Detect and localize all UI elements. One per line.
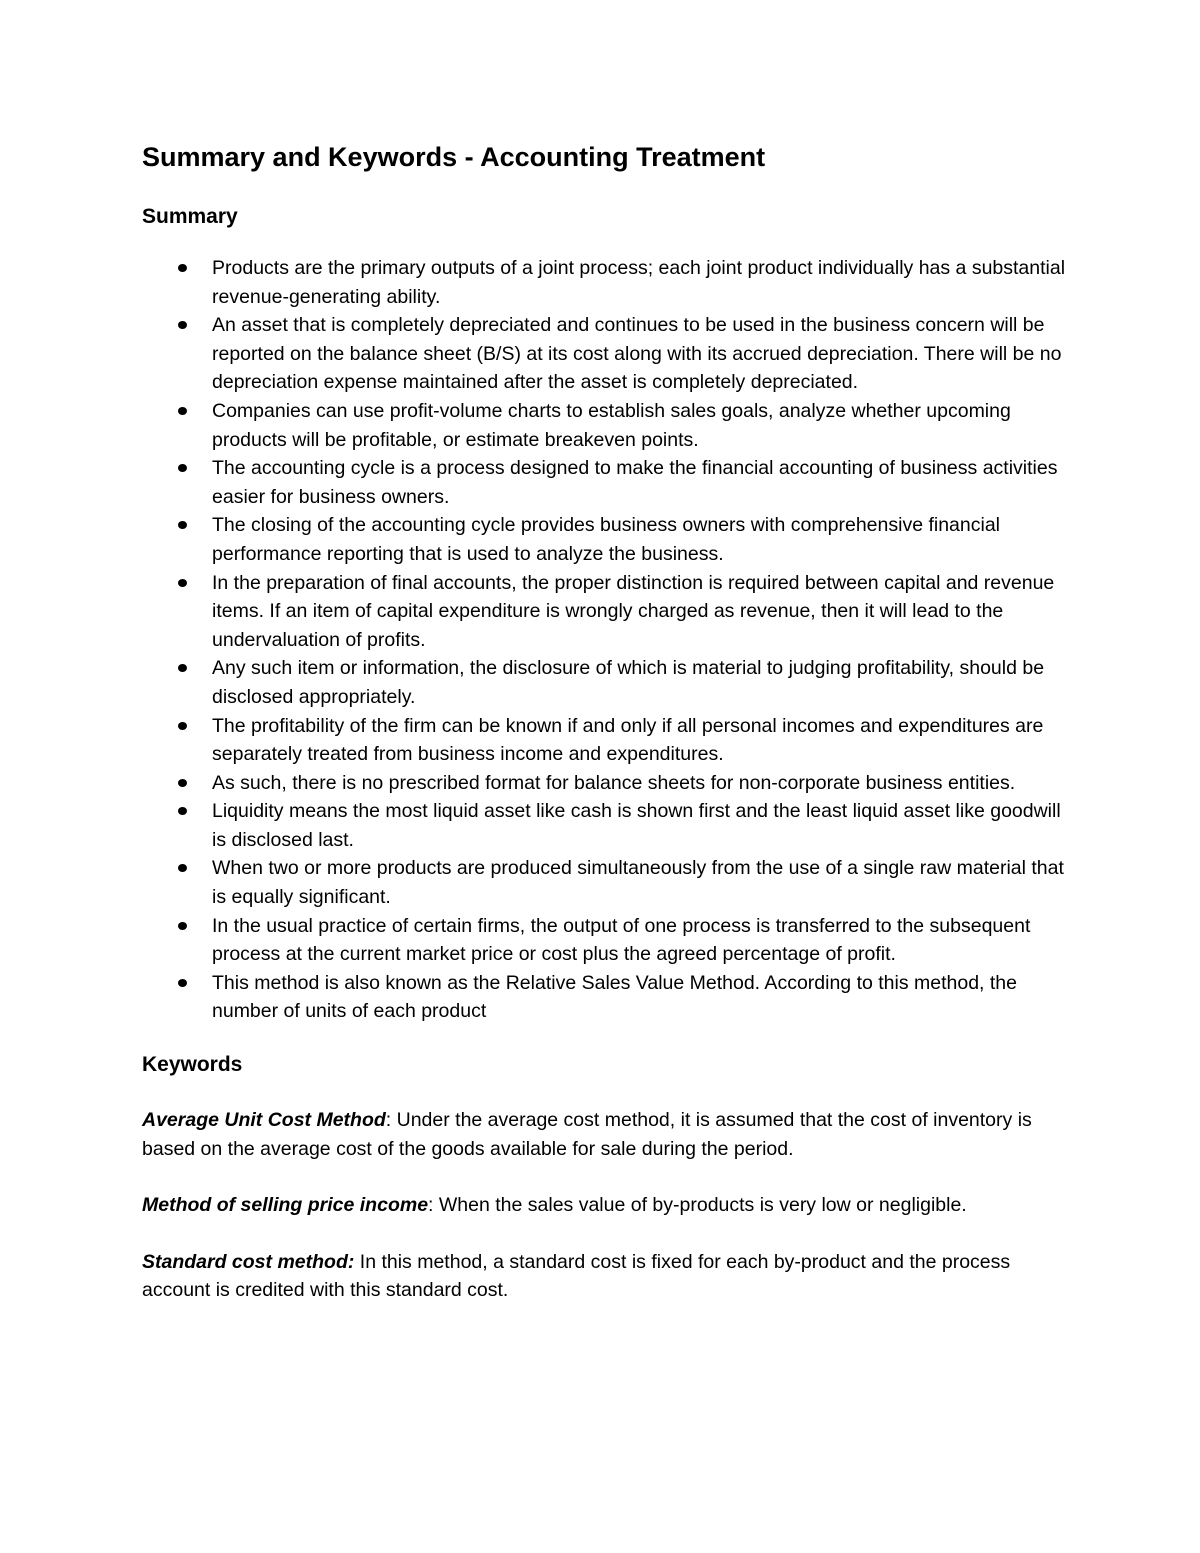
list-item bbox=[212, 712, 1067, 769]
bullet-icon bbox=[178, 321, 187, 329]
document-page bbox=[142, 138, 1067, 1333]
list-item-text: This method is also known as the Relative Sales Value Method. According to this method, the number of units of each product bbox=[212, 971, 1017, 1023]
list-item-text: In the usual practice of certain firms, the output of one process is transferred to the subsequent process at the current market price or cost plus the agreed percentage of profit. bbox=[212, 914, 1031, 966]
keyword-definition: : Under the average cost method, it is assumed that the cost of inventory is based on the average cost of the goods available for sale during the period. bbox=[142, 1109, 1032, 1160]
bullet-icon bbox=[178, 979, 187, 987]
keywords-heading: Keywords bbox=[142, 1053, 243, 1077]
list-item bbox=[212, 912, 1067, 969]
summary-heading: Summary bbox=[142, 205, 238, 228]
list-item bbox=[212, 797, 1067, 854]
keyword-definition: In this method, a standard cost is fixed for each by-product and the process account is credited with this standard cost. bbox=[142, 1250, 1011, 1302]
bullet-icon bbox=[178, 807, 187, 815]
list-item-text: As such, there is no prescribed format for balance sheets for non-corporate business entities. bbox=[212, 771, 1016, 794]
keyword-entry bbox=[142, 1191, 1067, 1220]
list-item-text: Companies can use profit-volume charts to establish sales goals, analyze whether upcoming products will be profitable, or estimate breakeven points. bbox=[212, 399, 1011, 451]
page-title: Summary and Keywords - Accounting Treatment bbox=[142, 142, 766, 172]
list-item bbox=[212, 397, 1067, 454]
summary-list bbox=[142, 254, 1067, 1026]
bullet-icon bbox=[178, 407, 187, 415]
list-item-text: In the preparation of final accounts, the proper distinction is required between capital and revenue items. If an item of capital expenditure is wrongly charged as revenue, then it will lead to the undervaluation of profits. bbox=[212, 571, 1055, 651]
keyword-entry bbox=[142, 1248, 1067, 1305]
list-item bbox=[212, 311, 1067, 397]
keyword-term: Method of selling price income bbox=[142, 1194, 429, 1217]
bullet-icon bbox=[178, 922, 187, 930]
list-item-text: An asset that is completely depreciated and continues to be used in the business concern will be reported on the balance sheet (B/S) at its cost along with its accrued depreciation. There will be no depreciation expense maintained after the asset is completely depreciated. bbox=[212, 314, 1062, 394]
keyword-entry bbox=[142, 1106, 1067, 1163]
list-item bbox=[212, 569, 1067, 655]
bullet-icon bbox=[178, 722, 187, 730]
bullet-icon bbox=[178, 779, 187, 787]
bullet-icon bbox=[178, 264, 187, 272]
list-item bbox=[212, 454, 1067, 511]
keyword-term: Standard cost method: bbox=[142, 1250, 355, 1273]
list-item-text: The profitability of the firm can be known if and only if all personal incomes and expenditures are separately treated from business income and expenditures. bbox=[212, 714, 1044, 766]
bullet-icon bbox=[178, 579, 187, 587]
keyword-term: Average Unit Cost Method bbox=[142, 1109, 386, 1132]
list-item bbox=[212, 769, 1067, 798]
list-item-text: The closing of the accounting cycle provides business owners with comprehensive financial performance reporting that is used to analyze the business. bbox=[212, 514, 1000, 565]
list-item-text: Any such item or information, the disclosure of which is material to judging profitability, should be disclosed appropriately. bbox=[212, 657, 1045, 708]
list-item bbox=[212, 854, 1067, 911]
list-item bbox=[212, 654, 1067, 711]
bullet-icon bbox=[178, 864, 187, 872]
bullet-icon bbox=[178, 464, 187, 472]
list-item-text: Products are the primary outputs of a joint process; each joint product individually has a substantial revenue-generating ability. bbox=[212, 257, 1066, 308]
keyword-definition: : When the sales value of by-products is very low or negligible. bbox=[428, 1194, 967, 1217]
list-item-text: When two or more products are produced simultaneously from the use of a single raw material that is equally significant. bbox=[212, 857, 1064, 909]
list-item bbox=[212, 511, 1067, 568]
list-item bbox=[212, 254, 1067, 311]
list-item bbox=[212, 969, 1067, 1026]
bullet-icon bbox=[178, 521, 187, 529]
list-item-text: The accounting cycle is a process designed to make the financial accounting of business activities easier for business owners. bbox=[212, 457, 1058, 508]
bullet-icon bbox=[178, 664, 187, 672]
list-item-text: Liquidity means the most liquid asset like cash is shown first and the least liquid asset like goodwill is disclosed last. bbox=[212, 800, 1061, 851]
